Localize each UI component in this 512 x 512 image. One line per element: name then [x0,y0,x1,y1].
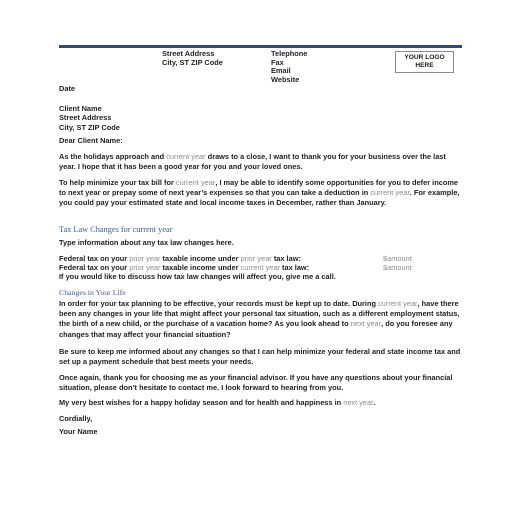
para2-placeholder-1: current year [175,178,216,187]
life-text-a: In order for your tax planning to be effective, your records must be kept up to date. During [59,299,379,308]
contact-fax: Fax [271,57,284,67]
life-text-e: , do you foresee any changes that may affect your financial situation? [59,319,453,339]
life-placeholder-1: current year [378,299,418,308]
section-heading-tax-law [59,225,172,235]
row2-text-e: tax law: [279,263,310,272]
recipient-city: City, ST ZIP Code [59,122,120,132]
tax-row-prior-amount: $amount [383,254,412,263]
contact-email: Email [271,66,291,76]
para2-text-e: . For example, you could pay your estimated state and local income taxes in December, rather than January. [59,188,460,208]
logo-line-2: HERE [415,61,434,69]
life-text-c: , have there been any changes in your life that might affect your personal tax situation, such as a different employment status, the birth of a new child, or the purchase of a vacation home? As you look ahead to [59,299,460,329]
sender-city: City, ST ZIP Code [162,57,223,67]
salutation: Dear Client Name: [59,136,123,145]
para1-text-c: draws to a close, I want to thank you for your business over the last year. I hope that it has been a good year for you and your loved ones. [59,152,446,172]
paragraph-thanks [59,152,464,172]
wishes-text-c: . [373,398,376,407]
row1-placeholder-2: prior year [240,254,272,263]
row1-text-e: tax law: [271,254,301,263]
tax-row-current-law [59,263,309,272]
sender-street: Street Address [162,49,215,58]
recipient-block [59,104,464,132]
logo-placeholder [395,51,454,73]
wishes-placeholder: next year [343,398,374,407]
recipient-name: Client Name [59,104,102,113]
row1-text-c: taxable income under [160,254,241,263]
paragraph-best-wishes [59,398,464,408]
sender-address [162,50,223,67]
paragraph-keep-informed: Be sure to keep me informed about any changes so that I can help minimize your federal and state income tax and set up a payment schedule that best meets your needs. [59,347,461,367]
tax-row-current-amount: $amount [383,263,412,272]
row1-text-a: Federal tax on your [59,254,130,263]
section-heading-life-changes: Changes in Your Life [59,288,126,297]
sender-contact [271,50,307,84]
para1-placeholder: current year [166,152,206,161]
paragraph-life-changes [59,299,464,340]
paragraph-thank-you: Once again, thank you for choosing me as your financial advisor. If you have any questions about your financial situation, please don’t hesitate to contact me. I look forward to hearing from you. [59,373,453,393]
row2-text-a: Federal tax on your [59,263,130,272]
tax-law-discuss: If you would like to discuss how tax law changes will affect you, give me a call. [59,272,336,281]
para2-text-a: To help minimize your tax bill for [59,178,176,187]
recipient-street: Street Address [59,113,112,123]
contact-telephone: Telephone [271,49,308,58]
para2-text-c: , I may be able to identify some opportunities for you to defer income to next year or prepay some of next year’s expenses so that you can take a deduction in [59,178,459,198]
row2-text-c: taxable income under [160,263,241,272]
letter-date: Date [59,84,76,93]
paragraph-minimize-tax [59,178,464,209]
para1-text-a: As the holidays approach and [59,152,167,161]
para2-placeholder-2: current year [370,188,410,198]
tax-law-heading-text: Tax Law Changes for [59,225,133,234]
signature-name: Your Name [59,427,98,436]
row2-placeholder-2: current year [240,263,280,272]
row1-placeholder-1: prior year [129,254,161,263]
header-rule [59,45,462,48]
closing: Cordially, [59,414,93,423]
tax-law-intro: Type information about any tax law changes here. [59,238,234,247]
wishes-text-a: My very best wishes for a happy holiday season and for health and happiness in [59,398,344,407]
contact-website: Website [271,74,300,84]
tax-law-heading-year: current year [132,225,173,234]
tax-row-prior-law [59,254,301,263]
row2-placeholder-1: prior year [129,263,161,272]
logo-line-1: YOUR LOGO [404,54,445,61]
life-placeholder-2: next year [350,319,382,329]
